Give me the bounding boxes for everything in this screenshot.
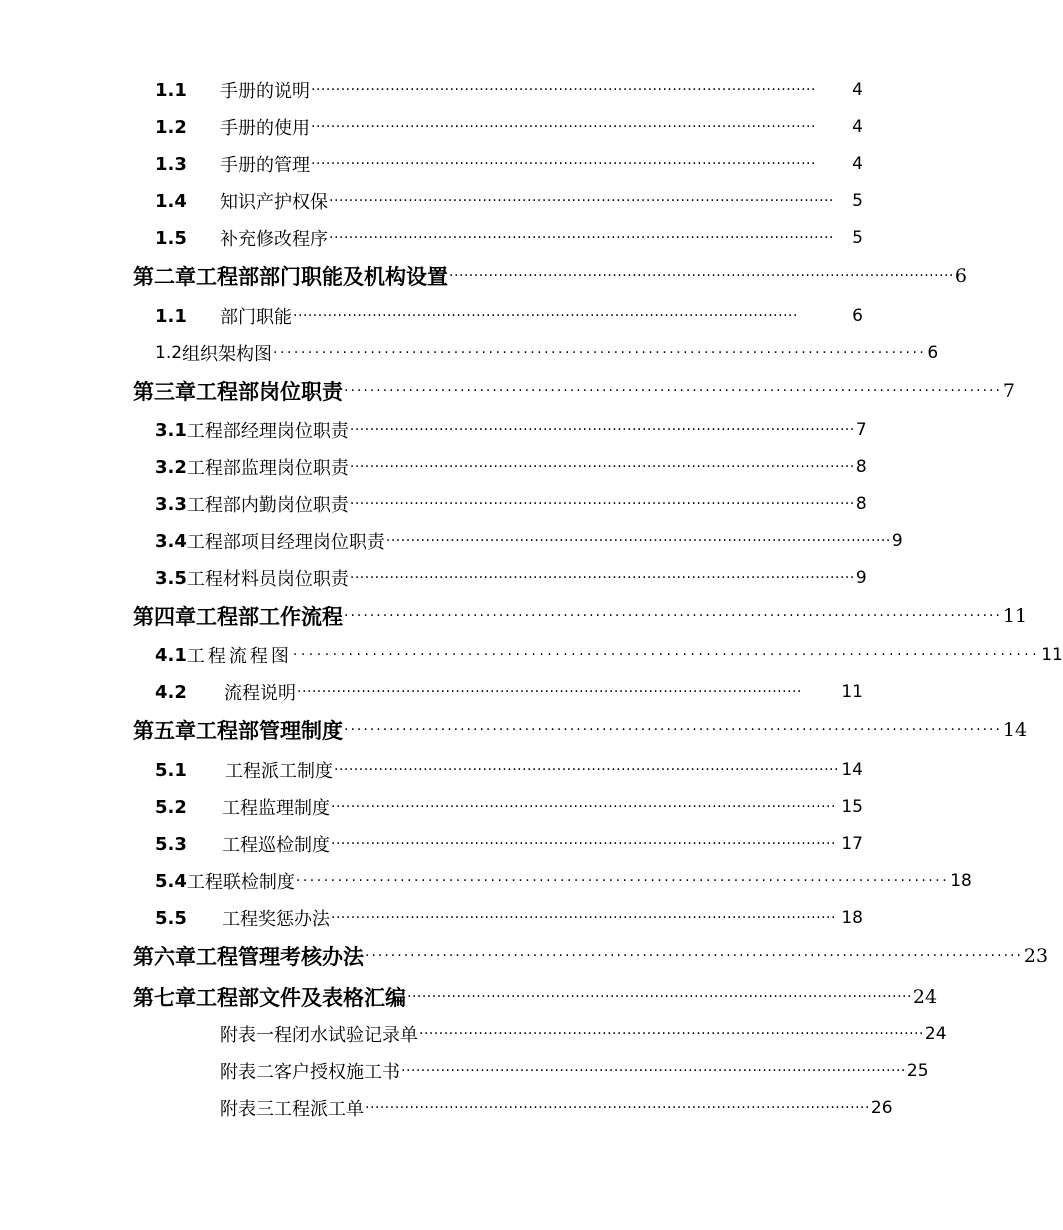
toc-appendix-number: 附表二 [220, 1062, 274, 1083]
toc-entry-page: 5 [852, 191, 863, 211]
dot-leader: ······································································································ [331, 910, 836, 926]
dot-leader: ······························································································ [273, 345, 927, 361]
toc-chapter-page: 6 [954, 265, 968, 287]
toc-entry[interactable] [155, 151, 863, 177]
toc-chapter-title: 工程部工作流程 [196, 605, 343, 629]
toc-chapter-number: 第四章 [133, 605, 196, 629]
toc-entry-title: 工程材料员岗位职责 [186, 569, 349, 590]
toc-chapter-title: 工程部文件及表格汇编 [196, 986, 406, 1010]
toc-entry-title: 工程流程图 [186, 646, 292, 667]
toc-entry-title: 补充修改程序 [220, 229, 328, 250]
toc-entry[interactable] [155, 454, 867, 480]
dot-leader: ······································································································ [419, 1026, 924, 1042]
toc-entry-title: 部门职能 [220, 307, 292, 328]
toc-entry-number: 4.2 [155, 681, 187, 703]
toc-chapter-title: 工程管理考核办法 [196, 945, 364, 969]
dot-leader: ······································································································ [329, 230, 834, 246]
toc-chapter-page: 24 [912, 986, 938, 1008]
toc-entry-number: 1.1 [155, 305, 187, 327]
dot-leader: ······························································································ [292, 647, 1041, 663]
dot-leader: ······································································································ [334, 762, 839, 778]
toc-entry-page: 4 [852, 117, 863, 137]
toc-entry[interactable] [155, 905, 863, 931]
toc-entry-number: 1.3 [155, 153, 187, 175]
toc-entry-title: 工程派工制度 [225, 761, 333, 782]
toc-entry[interactable] [155, 528, 903, 554]
dot-leader: ······································································································ [329, 193, 834, 209]
dot-leader: ······································································································ [349, 570, 855, 586]
toc-entry[interactable] [155, 417, 867, 443]
dot-leader: ······································································································ [449, 268, 954, 284]
toc-entry-page: 5 [852, 228, 863, 248]
toc-entry-number: 5.4 [155, 870, 187, 892]
toc-chapter-number: 第六章 [133, 945, 196, 969]
dot-leader: ······································································································ [311, 156, 816, 172]
toc-chapter[interactable] [133, 941, 1049, 971]
toc-chapter[interactable] [133, 261, 968, 291]
dot-leader: ······································································································ [401, 1063, 906, 1079]
toc-appendix-page: 25 [906, 1061, 929, 1081]
toc-appendix[interactable] [220, 1095, 893, 1121]
toc-chapter-page: 7 [1002, 380, 1016, 402]
dot-leader: ······································································································ [349, 496, 855, 512]
toc-entry-title: 工程部项目经理岗位职责 [186, 532, 385, 553]
toc-entry-number: 1.1 [155, 79, 187, 101]
toc-entry-title: 组织架构图 [182, 344, 273, 365]
toc-entry-page: 6 [852, 306, 863, 326]
toc-chapter-page: 11 [1002, 605, 1028, 627]
toc-appendix-title: 工程派工单 [274, 1099, 364, 1120]
toc-entry[interactable] [155, 188, 863, 214]
toc-chapter-page: 23 [1023, 945, 1049, 967]
dot-leader: ······································································································ [297, 684, 802, 700]
dot-leader: ······································································································ [331, 836, 836, 852]
toc-entry-page: 8 [855, 457, 867, 477]
toc-entry-title: 知识产护权保 [220, 192, 328, 213]
toc-entry-number: 1.5 [155, 227, 187, 249]
toc-entry-title: 工程巡检制度 [222, 835, 330, 856]
dot-leader: ······································································································ [311, 119, 816, 135]
toc-entry-number: 5.2 [155, 796, 187, 818]
toc-entry[interactable] [155, 565, 867, 591]
toc-entry-page: 11 [841, 682, 863, 702]
toc-entry[interactable] [155, 340, 939, 366]
toc-entry-number: 5.3 [155, 833, 187, 855]
toc-entry-number: 4.1 [155, 644, 187, 666]
toc-entry-title: 工程部监理岗位职责 [186, 458, 349, 479]
toc-entry[interactable] [155, 757, 863, 783]
toc-chapter-title: 工程部岗位职责 [196, 380, 343, 404]
toc-chapter-number: 第五章 [133, 719, 196, 743]
toc-entry[interactable] [155, 642, 1063, 668]
toc-entry[interactable] [155, 831, 863, 857]
toc-entry-number: 1.2 [155, 116, 187, 138]
dot-leader: ······································································································ [349, 422, 855, 438]
toc-entry-page: 11 [1041, 645, 1063, 665]
dot-leader: ······································································································ [344, 383, 1002, 399]
dot-leader: ······································································································ [365, 1100, 870, 1116]
toc-entry-page: 18 [950, 871, 972, 891]
toc-appendix-title: 程闭水试验记录单 [274, 1025, 418, 1046]
toc-entry[interactable] [155, 77, 863, 103]
dot-leader: ······································································································ [344, 608, 1002, 624]
toc-appendix-title: 客户授权施工书 [274, 1062, 400, 1083]
toc-entry[interactable] [155, 303, 863, 329]
toc-entry-page: 15 [841, 797, 863, 817]
toc-appendix-page: 24 [924, 1024, 947, 1044]
toc-entry-title: 流程说明 [224, 683, 296, 704]
toc-entry-number: 3.1 [155, 419, 187, 441]
toc-chapter-title: 工程部部门职能及机构设置 [196, 265, 448, 289]
toc-entry-page: 9 [891, 531, 903, 551]
toc-entry-page: 17 [841, 834, 863, 854]
toc-entry-number: 3.4 [155, 530, 187, 552]
toc-appendix-number: 附表三 [220, 1099, 274, 1120]
toc-chapter[interactable] [133, 601, 1028, 631]
toc-entry-number: 3.2 [155, 456, 187, 478]
toc-appendix-number: 附表一 [220, 1025, 274, 1046]
toc-entry-title: 手册的说明 [220, 81, 310, 102]
dot-leader: ······································································································ [349, 459, 855, 475]
toc-entry-title: 工程奖惩办法 [222, 909, 330, 930]
toc-chapter-number: 第七章 [133, 986, 196, 1010]
dot-leader: ······································································································ [293, 308, 798, 324]
dot-leader: ······································································································ [407, 989, 912, 1005]
dot-leader: ······································································································ [365, 948, 1023, 964]
toc-chapter[interactable] [133, 982, 938, 1012]
toc-entry-page: 8 [855, 494, 867, 514]
toc-entry-number: 1.4 [155, 190, 187, 212]
toc-entry-number: 5.5 [155, 907, 187, 929]
toc-entry-page: 7 [855, 420, 867, 440]
toc-entry-page: 6 [927, 343, 939, 363]
toc-entry[interactable] [155, 491, 867, 517]
toc-chapter-number: 第二章 [133, 265, 196, 289]
dot-leader: ······································································································ [331, 799, 836, 815]
toc-chapter-title: 工程部管理制度 [196, 719, 343, 743]
toc-appendix[interactable] [220, 1021, 947, 1047]
toc-entry[interactable] [155, 225, 863, 251]
toc-entry[interactable] [155, 679, 863, 705]
toc-entry-title: 手册的使用 [220, 118, 310, 139]
dot-leader: ······························································································ [295, 873, 950, 889]
toc-entry-page: 4 [852, 80, 863, 100]
toc-entry[interactable] [155, 868, 972, 894]
toc-chapter[interactable] [133, 376, 1016, 406]
toc-entry-title: 工程监理制度 [222, 798, 330, 819]
toc-chapter[interactable] [133, 715, 1028, 745]
toc-entry-number: 1.2 [155, 343, 183, 363]
dot-leader: ······································································································ [311, 82, 816, 98]
toc-entry-title: 工程联检制度 [186, 872, 295, 893]
toc-entry-title: 手册的管理 [220, 155, 310, 176]
toc-appendix-page: 26 [870, 1098, 893, 1118]
toc-entry-number: 3.5 [155, 567, 187, 589]
toc-entry-page: 9 [855, 568, 867, 588]
toc-entry-number: 5.1 [155, 759, 187, 781]
toc-entry-number: 3.3 [155, 493, 187, 515]
toc-entry-title: 工程部经理岗位职责 [186, 421, 349, 442]
toc-entry-page: 18 [841, 908, 863, 928]
toc-chapter-page: 14 [1002, 719, 1028, 741]
toc-chapter-number: 第三章 [133, 380, 196, 404]
toc-entry[interactable] [155, 114, 863, 140]
toc-appendix[interactable] [220, 1058, 929, 1084]
toc-entry-page: 4 [852, 154, 863, 174]
toc-entry-title: 工程部内勤岗位职责 [186, 495, 349, 516]
toc-entry[interactable] [155, 794, 863, 820]
dot-leader: ······································································································ [385, 533, 891, 549]
dot-leader: ······································································································ [344, 722, 1002, 738]
toc-entry-page: 14 [841, 760, 863, 780]
